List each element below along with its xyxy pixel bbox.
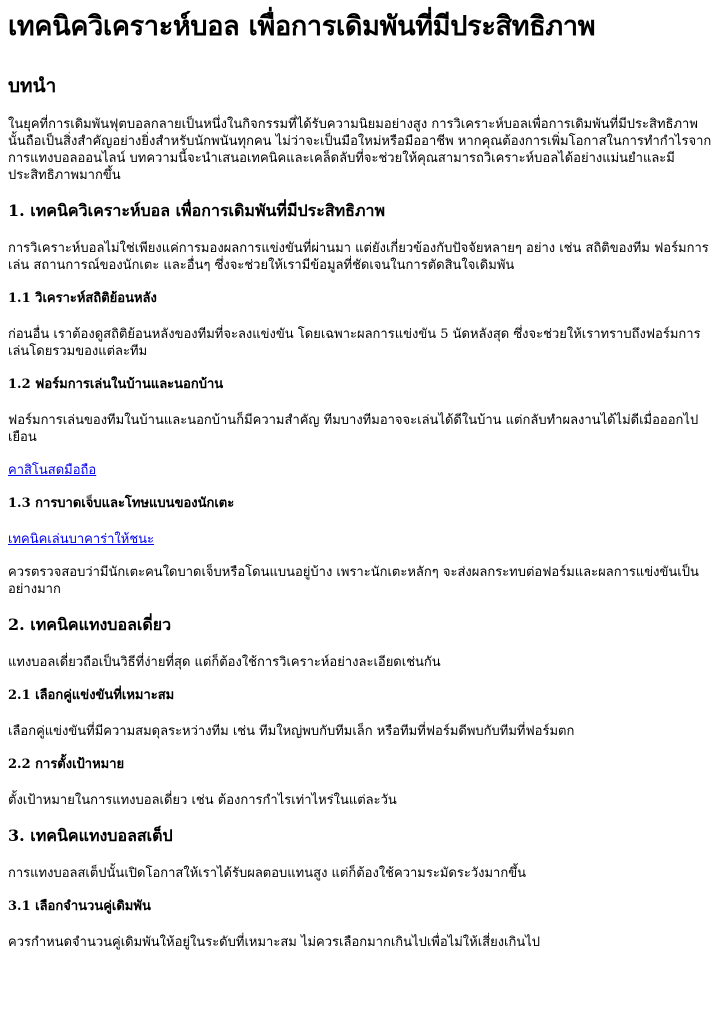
section-2-2-heading: 2.2 การตั้งเป้าหมาย	[8, 757, 125, 772]
article	[0, 10, 720, 951]
section-1-3-paragraph: ควรตรวจสอบว่ามีนักเตะคนใดบาดเจ็บหรือโดนแบนอยู่บ้าง เพราะนักเตะหลักๆ จะส่งผลกระทบต่อฟอร์มและผลการแข่งขันเป็นอย่างมาก	[8, 565, 699, 597]
page-title: เทคนิควิเคราะห์บอล เพื่อการเดิมพันที่มีประสิทธิภาพ	[8, 11, 596, 42]
section-1-paragraph: การวิเคราะห์บอลไม่ใช่เพียงแค่การมองผลการแข่งขันที่ผ่านมา แต่ยังเกี่ยวข้องกับปัจจัยหลายๆ อย่าง เช่น สถิติของทีม ฟอร์มการเล่น สถานการณ์ของนักเตะ และอื่นๆ ซึ่งจะช่วยให้เรามีข้อมูลที่ชัดเจนในการตัดสินใจเดิมพัน	[8, 241, 709, 273]
section-2-paragraph: แทงบอลเดี่ยวถือเป็นวิธีที่ง่ายที่สุด แต่ก็ต้องใช้การวิเคราะห์อย่างละเอียดเช่นกัน	[8, 655, 441, 670]
section-2-2-paragraph: ตั้งเป้าหมายในการแทงบอลเดี่ยว เช่น ต้องการกำไรเท่าไหร่ในแต่ละวัน	[8, 793, 397, 808]
section-3-heading: 3. เทคนิคแทงบอลสเต็ป	[8, 826, 173, 845]
section-3-1-heading: 3.1 เลือกจำนวนคู่เดิมพัน	[8, 899, 151, 914]
baccarat-tips-link[interactable]: เทคนิคเล่นบาคาร่าให้ชนะ	[8, 532, 155, 547]
link-paragraph-2	[8, 531, 712, 548]
section-1-1-paragraph: ก่อนอื่น เราต้องดูสถิติย้อนหลังของทีมที่จะลงแข่งขัน โดยเฉพาะผลการแข่งขัน 5 นัดหลังสุด ซึ่งจะช่วยให้เราทราบถึงฟอร์มการเล่นโดยรวมของแต่ละทีม	[8, 327, 701, 359]
section-2-heading: 2. เทคนิคแทงบอลเดี่ยว	[8, 615, 172, 634]
link-paragraph-1	[8, 462, 712, 479]
section-1-1-heading: 1.1 วิเคราะห์สถิติย้อนหลัง	[8, 291, 157, 306]
intro-heading: บทนำ	[8, 75, 57, 97]
section-2-1-paragraph: เลือกคู่แข่งขันที่มีความสมดุลระหว่างทีม เช่น ทีมใหญ่พบกับทีมเล็ก หรือทีมที่ฟอร์มดีพบกับทีมที่ฟอร์มตก	[8, 724, 575, 739]
section-3-paragraph: การแทงบอลสเต็ปนั้นเปิดโอกาสให้เราได้รับผลตอบแทนสูง แต่ก็ต้องใช้ความระมัดระวังมากขึ้น	[8, 866, 526, 881]
intro-paragraph: ในยุคที่การเดิมพันฟุตบอลกลายเป็นหนึ่งในกิจกรรมที่ได้รับความนิยมอย่างสูง การวิเคราะห์บอลเพื่อการเดิมพันที่มีประสิทธิภาพนั้นถือเป็นสิ่งสำคัญอย่างยิ่งสำหรับนักพนันทุกคน ไม่ว่าจะเป็นมือใหม่หรือมืออาชีพ หากคุณต้องการเพิ่มโอกาสในการทำกำไรจากการแทงบอลออนไลน์ บทความนี้จะนำเสนอเทคนิคและเคล็ดลับที่จะช่วยให้คุณสามารถวิเคราะห์บอลได้อย่างแม่นยำและมีประสิทธิภาพมากขึ้น	[8, 117, 712, 183]
section-1-2-heading: 1.2 ฟอร์มการเล่นในบ้านและนอกบ้าน	[8, 377, 224, 392]
section-3-1-paragraph: ควรกำหนดจำนวนคู่เดิมพันให้อยู่ในระดับที่เหมาะสม ไม่ควรเลือกมากเกินไปเพื่อไม่ให้เสี่ยงเกินไป	[8, 935, 541, 950]
live-casino-mobile-link[interactable]: คาสิโนสดมือถือ	[8, 463, 97, 478]
section-2-1-heading: 2.1 เลือกคู่แข่งขันที่เหมาะสม	[8, 688, 175, 703]
section-1-3-heading: 1.3 การบาดเจ็บและโทษแบนของนักเตะ	[8, 496, 235, 511]
section-1-heading: 1. เทคนิควิเคราะห์บอล เพื่อการเดิมพันที่มีประสิทธิภาพ	[8, 201, 386, 220]
section-1-2-paragraph: ฟอร์มการเล่นของทีมในบ้านและนอกบ้านก็มีความสำคัญ ทีมบางทีมอาจจะเล่นได้ดีในบ้าน แต่กลับทำผลงานได้ไม่ดีเมื่อออกไปเยือน	[8, 413, 699, 445]
